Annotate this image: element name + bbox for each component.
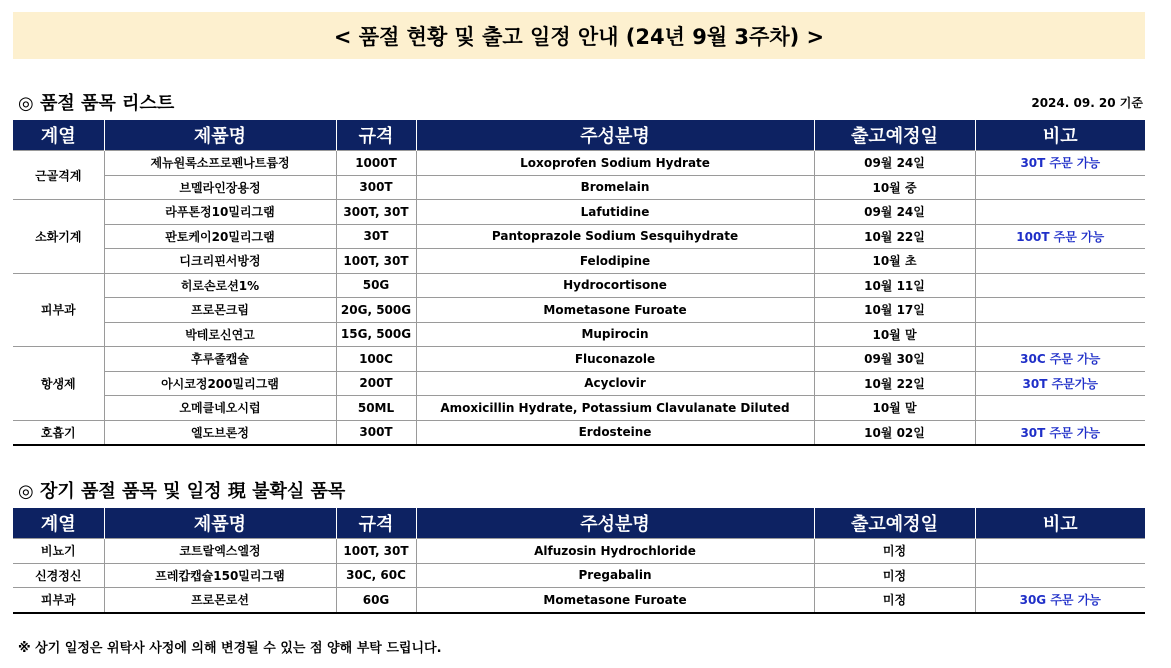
date-cell: 10월 말 [814,396,975,421]
spec-cell: 30T [336,224,416,249]
spec-cell: 20G, 500G [336,298,416,323]
table-header-row [13,120,1145,151]
date-cell: 10월 22일 [814,224,975,249]
product-cell: 디크리핀서방정 [104,249,336,274]
category-cell: 호흡기 [13,420,104,445]
product-cell: 히로손로션1% [104,273,336,298]
note-cell: 30T 주문 가능 [975,420,1145,445]
spec-cell: 60G [336,588,416,613]
table-row [13,273,1145,298]
spec-cell: 50ML [336,396,416,421]
table-row [13,588,1145,613]
spec-cell: 300T, 30T [336,200,416,225]
table-row [13,151,1145,176]
date-cell: 10월 02일 [814,420,975,445]
note-cell [975,273,1145,298]
date-cell: 09월 24일 [814,200,975,225]
table-row [13,175,1145,200]
table-row [13,249,1145,274]
ingredient-cell: Fluconazole [416,347,814,372]
footnote: ※ 상기 일정은 위탁사 사정에 의해 변경될 수 있는 점 양해 부탁 드립니다. [18,641,442,656]
date-cell: 10월 중 [814,175,975,200]
note-cell: 100T 주문 가능 [975,224,1145,249]
page-title-banner: < 품절 현황 및 출고 일정 안내 (24년 9월 3주차) > [13,12,1145,59]
product-cell: 엘도브론정 [104,420,336,445]
ingredient-cell: Amoxicillin Hydrate, Potassium Clavulanate Diluted [416,396,814,421]
ingredient-cell: Mupirocin [416,322,814,347]
note-cell [975,539,1145,564]
out-of-stock-table [13,120,1145,446]
product-cell: 후루졸캡슐 [104,347,336,372]
date-cell: 미정 [814,539,975,564]
product-cell: 박테로신연고 [104,322,336,347]
product-cell: 아시코정200밀리그램 [104,371,336,396]
date-cell: 10월 17일 [814,298,975,323]
column-header-product: 제품명 [104,508,336,539]
product-cell: 오메클네오시럽 [104,396,336,421]
ingredient-cell: Loxoprofen Sodium Hydrate [416,151,814,176]
table-row [13,224,1145,249]
category-cell: 소화기계 [13,200,104,274]
ingredient-cell: Mometasone Furoate [416,298,814,323]
category-cell: 비뇨기 [13,539,104,564]
column-header-category: 계열 [13,508,104,539]
spec-cell: 200T [336,371,416,396]
column-header-spec: 규격 [336,120,416,151]
table-row [13,420,1145,445]
ingredient-cell: Erdosteine [416,420,814,445]
ingredient-cell: Pantoprazole Sodium Sesquihydrate [416,224,814,249]
table-row [13,347,1145,372]
column-header-product: 제품명 [104,120,336,151]
ingredient-cell: Alfuzosin Hydrochloride [416,539,814,564]
ingredient-cell: Lafutidine [416,200,814,225]
date-cell: 미정 [814,563,975,588]
note-cell [975,175,1145,200]
product-cell: 프로몬로션 [104,588,336,613]
date-cell: 미정 [814,588,975,613]
spec-cell: 300T [336,420,416,445]
category-cell: 신경정신 [13,563,104,588]
spec-cell: 100C [336,347,416,372]
product-cell: 제뉴원록소프로펜나트륨정 [104,151,336,176]
table-row [13,563,1145,588]
note-cell: 30G 주문 가능 [975,588,1145,613]
as-of-date: 2024. 09. 20 기준 [1031,96,1143,110]
column-header-ingredient: 주성분명 [416,508,814,539]
table-row [13,200,1145,225]
section-title-out-of-stock: ◎ 품절 품목 리스트 [18,93,175,114]
product-cell: 라푸톤정10밀리그램 [104,200,336,225]
category-cell: 피부과 [13,273,104,347]
ingredient-cell: Acyclovir [416,371,814,396]
product-cell: 코트랄엑스엘정 [104,539,336,564]
date-cell: 10월 초 [814,249,975,274]
ingredient-cell: Hydrocortisone [416,273,814,298]
category-cell: 근골격계 [13,151,104,200]
column-header-note: 비고 [975,508,1145,539]
date-cell: 10월 22일 [814,371,975,396]
table-row [13,298,1145,323]
date-cell: 10월 말 [814,322,975,347]
section-title-long-term: ◎ 장기 품절 품목 및 일정 現 불확실 품목 [18,481,346,502]
note-cell [975,563,1145,588]
product-cell: 브멜라인장용정 [104,175,336,200]
table-row [13,396,1145,421]
product-cell: 프로몬크림 [104,298,336,323]
product-cell: 판토케이20밀리그램 [104,224,336,249]
spec-cell: 100T, 30T [336,249,416,274]
spec-cell: 30C, 60C [336,563,416,588]
column-header-ingredient: 주성분명 [416,120,814,151]
date-cell: 09월 24일 [814,151,975,176]
note-cell [975,298,1145,323]
note-cell [975,396,1145,421]
note-cell: 30T 주문가능 [975,371,1145,396]
table-row [13,322,1145,347]
ingredient-cell: Bromelain [416,175,814,200]
ingredient-cell: Mometasone Furoate [416,588,814,613]
category-cell: 피부과 [13,588,104,613]
note-cell: 30T 주문 가능 [975,151,1145,176]
note-cell: 30C 주문 가능 [975,347,1145,372]
table-row [13,371,1145,396]
ingredient-cell: Felodipine [416,249,814,274]
note-cell [975,200,1145,225]
spec-cell: 50G [336,273,416,298]
column-header-spec: 규격 [336,508,416,539]
column-header-note: 비고 [975,120,1145,151]
note-cell [975,249,1145,274]
note-cell [975,322,1145,347]
column-header-date: 출고예정일 [814,508,975,539]
table-header-row [13,508,1145,539]
table-row [13,539,1145,564]
column-header-category: 계열 [13,120,104,151]
spec-cell: 1000T [336,151,416,176]
spec-cell: 100T, 30T [336,539,416,564]
product-cell: 프레캅캡슐150밀리그램 [104,563,336,588]
ingredient-cell: Pregabalin [416,563,814,588]
long-term-table [13,508,1145,614]
date-cell: 09월 30일 [814,347,975,372]
category-cell: 항생제 [13,347,104,421]
date-cell: 10월 11일 [814,273,975,298]
spec-cell: 300T [336,175,416,200]
column-header-date: 출고예정일 [814,120,975,151]
spec-cell: 15G, 500G [336,322,416,347]
